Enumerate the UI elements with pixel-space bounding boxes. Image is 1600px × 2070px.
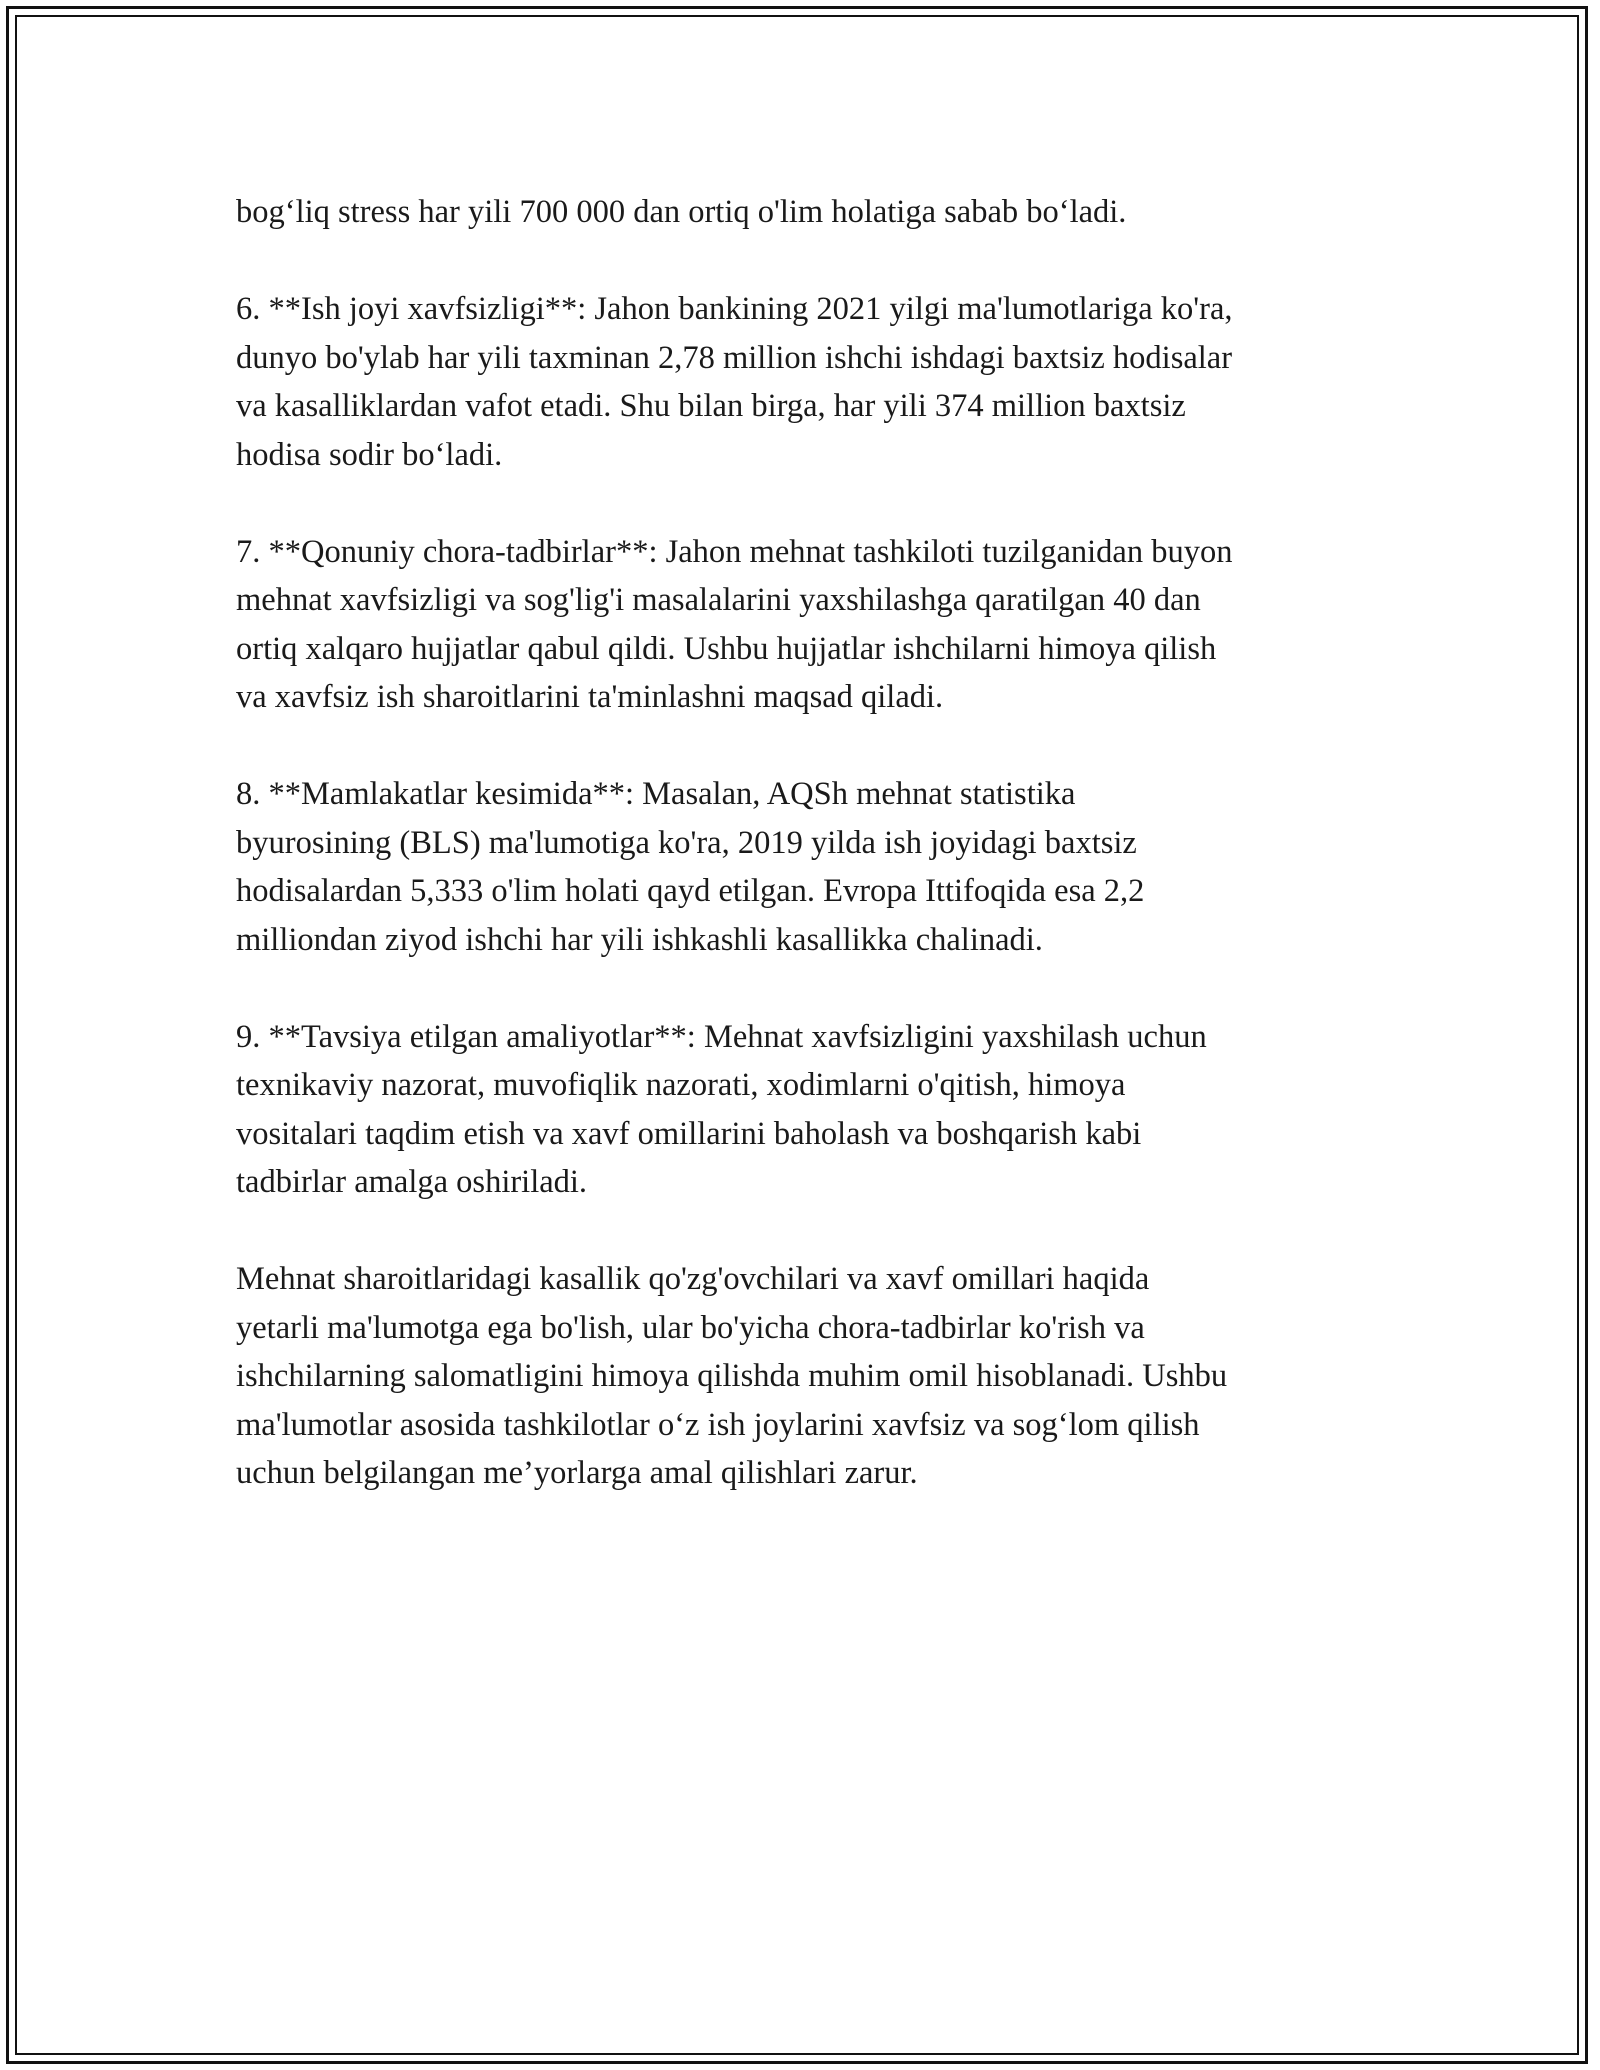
paragraph-conclusion: Mehnat sharoitlaridagi kasallik qo'zg'ovchilari va xavf omillari haqida yetarli ma'lumotga ega bo'lish, ular bo'yicha chora-tadbirlar ko'rish va ishchilarning salomatligini himoya qilishda muhim omil hisoblanadi. Ushbu ma'lumotlar asosida tashkilotlar o‘z ish joylarini xavfsiz va sog‘lom qilish uchun belgilangan me’yorlarga amal qilishlari zarur. [236,1261,1228,1491]
paragraph-item-9: 9. **Tavsiya etilgan amaliyotlar**: Mehnat xavfsizligini yaxshilash uchun texnikaviy nazorat, muvofiqlik nazorati, xodimlarni o'qitish, himoya vositalari taqdim etish va xavf omillarini baholash va boshqarish kabi tadbirlar amalga oshiriladi. [236,1018,1207,1200]
paragraph-item-6: 6. **Ish joyi xavfsizligi**: Jahon bankining 2021 yilgi ma'lumotlariga ko'ra, dunyo bo'ylab har yili taxminan 2,78 million ishchi ishdagi baxtsiz hodisalar va kasalliklardan vafot etadi. Shu bilan birga, har yili 374 million baxtsiz hodisa sodir bo‘ladi. [236,291,1233,473]
paragraph-item-8: 8. **Mamlakatlar kesimida**: Masalan, AQSh mehnat statistika byurosining (BLS) ma'lumotiga ko'ra, 2019 yilda ish joyidagi baxtsiz hodisalardan 5,333 o'lim holati qayd etilgan. Evropa Ittifoqida esa 2,2 milliondan ziyod ishchi har yili ishkashli kasallikka chalinadi. [236,776,1145,958]
paragraph-continuation: bog‘liq stress har yili 700 000 dan ortiq o'lim holatiga sabab bo‘ladi. [236,194,1127,230]
document-body [236,188,1396,1546]
paragraph-item-7: 7. **Qonuniy chora-tadbirlar**: Jahon mehnat tashkiloti tuzilganidan buyon mehnat xavfsizligi va sog'lig'i masalalarini yaxshilashga qaratilgan 40 dan ortiq xalqaro hujjatlar qabul qildi. Ushbu hujjatlar ishchilarni himoya qilish va xavfsiz ish sharoitlarini ta'minlashni maqsad qiladi. [236,533,1233,715]
